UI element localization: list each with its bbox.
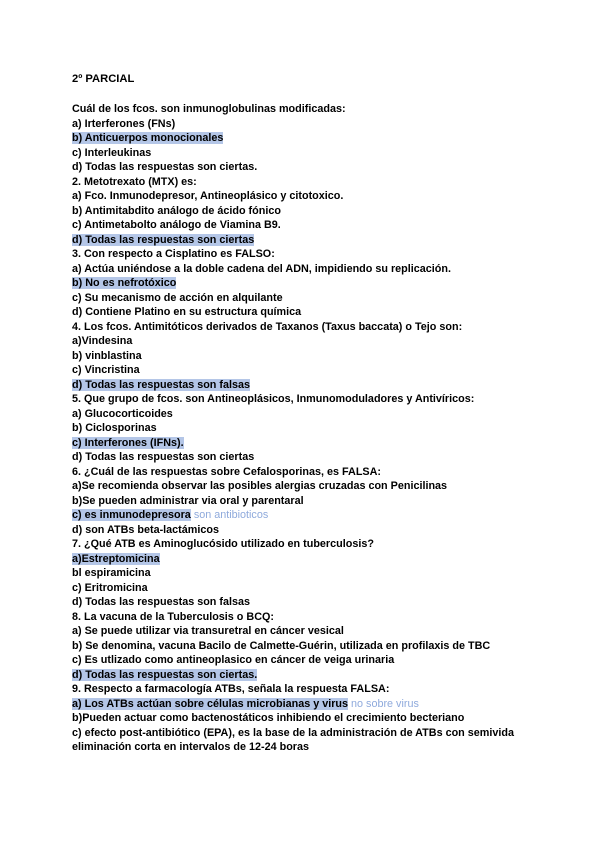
line-text: a) Se puede utilizar via transuretral en cáncer vesical <box>72 625 344 637</box>
text-line <box>72 320 542 335</box>
line-text: b) vinblastina <box>72 349 142 362</box>
highlighted-answer: d) Todas las respuestas son ciertas <box>72 233 255 246</box>
text-line <box>72 581 542 596</box>
line-text: d) Todas las respuestas son ciertas <box>72 451 255 463</box>
text-line <box>72 711 542 726</box>
text-line <box>72 552 542 567</box>
text-line <box>72 639 542 654</box>
text-line <box>72 291 542 306</box>
highlighted-answer: d) Todas las respuestas son ciertas. <box>72 668 258 681</box>
annotation-note: no sobre virus <box>351 697 419 710</box>
text-line <box>72 102 542 117</box>
line-text: c) Eritromicina <box>72 581 148 594</box>
text-line <box>72 189 542 204</box>
text-line <box>72 610 542 625</box>
page-title: 2º PARCIAL <box>72 73 135 85</box>
line-text: a)Vindesina <box>72 335 133 347</box>
text-line <box>72 697 542 712</box>
question-list <box>72 102 542 755</box>
annotation-note: son antibioticos <box>193 509 269 521</box>
text-line <box>72 668 542 683</box>
text-line <box>72 378 542 393</box>
text-line <box>72 349 542 364</box>
text-line <box>72 566 542 581</box>
line-text: b)Pueden actuar como bactenostáticos inhibiendo el crecimiento becteriano <box>72 712 465 724</box>
highlighted-answer: a) Los ATBs actúan sobre células microbianas y virus <box>72 697 349 710</box>
line-text: a)Se recomienda observar las posibles alergias cruzadas con Penicilinas <box>72 480 448 492</box>
text-line <box>72 305 542 320</box>
text-line <box>72 421 542 436</box>
text-line <box>72 595 542 610</box>
line-text: d) Contiene Platino en su estructura química <box>72 306 302 318</box>
text-line <box>72 436 542 451</box>
line-text: c) Interleukinas <box>72 146 152 159</box>
text-line <box>72 363 542 378</box>
line-text: 8. La vacuna de la Tuberculosis o BCQ: <box>72 610 274 623</box>
line-text: c) Vincristina <box>72 364 140 376</box>
text-line <box>72 407 542 422</box>
line-text: 5. Que grupo de fcos. son Antineoplásicos, Inmunomoduladores y Antivíricos: <box>72 393 475 405</box>
line-text: c) Su mecanismo de acción en alquilante <box>72 291 283 304</box>
line-text: b)Se pueden administrar via oral y parentaral <box>72 494 304 507</box>
line-text: a) Actúa uniéndose a la doble cadena del ADN, impidiendo su replicación. <box>72 262 451 275</box>
text-line <box>72 479 542 494</box>
text-line <box>72 276 542 291</box>
text-line <box>72 262 542 277</box>
line-text: b) Antimitabdito análogo de ácido fónico <box>72 204 281 217</box>
line-text: 9. Respecto a farmacología ATBs, señala la respuesta FALSA: <box>72 683 390 695</box>
line-text: b) Ciclosporinas <box>72 422 157 434</box>
text-line <box>72 392 542 407</box>
highlighted-answer: c) es inmunodepresora <box>72 509 191 521</box>
text-line <box>72 682 542 697</box>
line-text: b) Se denomina, vacuna Bacilo de Calmette-Guérin, utilizada en profilaxis de TBC <box>72 639 491 652</box>
line-text: c) Es utlizado como antineoplasico en cáncer de veiga urinaria <box>72 654 395 666</box>
text-line <box>72 146 542 161</box>
line-text: 6. ¿Cuál de las respuestas sobre Cefalosporinas, es FALSA: <box>72 465 382 478</box>
line-text: Cuál de los fcos. son inmunoglobulinas modificadas: <box>72 103 346 115</box>
line-text: d) Todas las respuestas son ciertas. <box>72 161 258 173</box>
text-line <box>72 131 542 146</box>
highlighted-answer: d) Todas las respuestas son falsas <box>72 378 251 391</box>
text-line <box>72 624 542 639</box>
text-line <box>72 537 542 552</box>
text-line <box>72 117 542 132</box>
line-text: a) Glucocorticoides <box>72 407 173 420</box>
text-line <box>72 508 542 523</box>
line-text: c) efecto post-antibiótico (EPA), es la base de la administración de ATBs con semivida eliminación corta en intervalos de 12-24 boras <box>72 726 514 753</box>
line-text: d) son ATBs beta-lactámicos <box>72 523 219 536</box>
line-text: d) Todas las respuestas son falsas <box>72 596 251 608</box>
highlighted-answer: b) No es nefrotóxico <box>72 277 177 289</box>
text-line <box>72 218 542 233</box>
line-text: 7. ¿Qué ATB es Aminoglucósido utilizado en tuberculosis? <box>72 538 374 550</box>
text-line <box>72 653 542 668</box>
line-text: 2. Metotrexato (MTX) es: <box>72 175 197 188</box>
text-line <box>72 334 542 349</box>
text-line <box>72 175 542 190</box>
text-line <box>72 247 542 262</box>
text-line <box>72 726 542 755</box>
line-text: a) Irterferones (FNs) <box>72 117 176 130</box>
highlighted-answer: a)Estreptomicina <box>72 552 160 565</box>
text-line <box>72 523 542 538</box>
text-line <box>72 450 542 465</box>
highlighted-answer: b) Anticuerpos monocionales <box>72 132 224 144</box>
line-text: bl espiramicina <box>72 567 151 579</box>
text-line <box>72 160 542 175</box>
text-line <box>72 465 542 480</box>
text-line <box>72 494 542 509</box>
line-text: a) Fco. Inmunodepresor, Antineoplásico y citotoxico. <box>72 190 344 202</box>
line-text: 3. Con respecto a Cisplatino es FALSO: <box>72 248 275 260</box>
highlighted-answer: c) Interferones (IFNs). <box>72 436 184 449</box>
line-text: 4. Los fcos. Antimitóticos derivados de Taxanos (Taxus baccata) o Tejo son: <box>72 320 463 333</box>
text-line <box>72 233 542 248</box>
line-text: c) Antimetabolto análogo de Viamina B9. <box>72 219 281 231</box>
text-line <box>72 204 542 219</box>
